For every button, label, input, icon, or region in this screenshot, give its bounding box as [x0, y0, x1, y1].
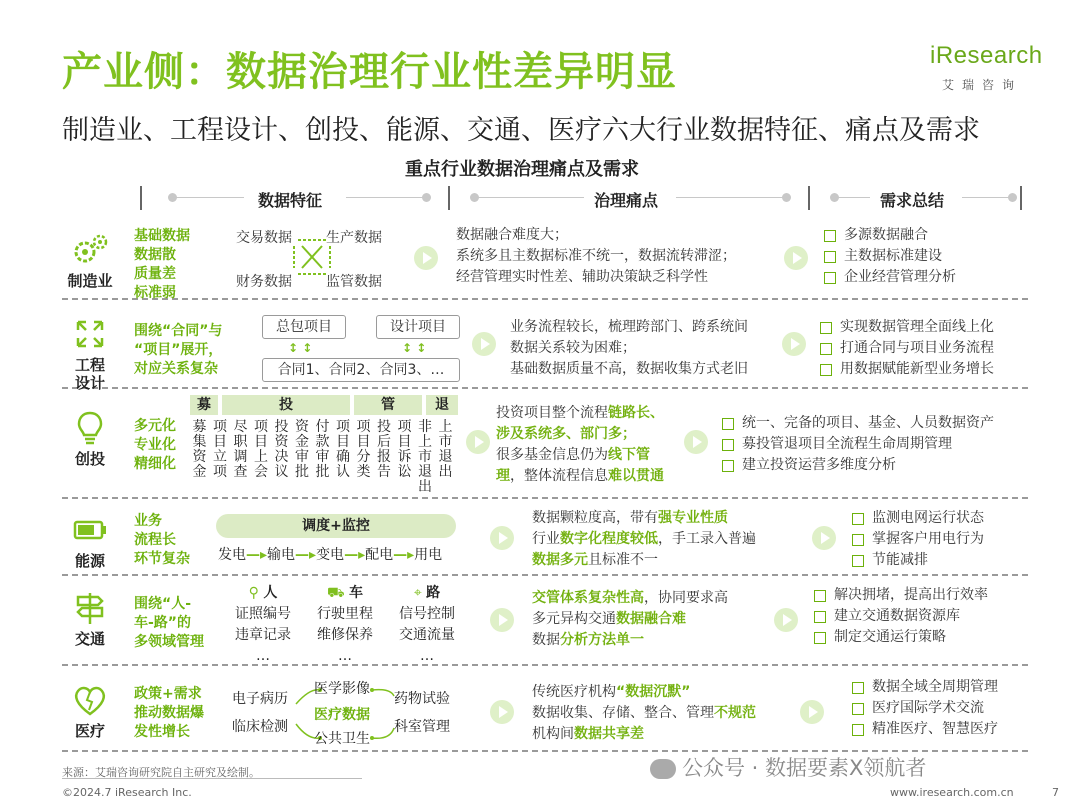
node-dept-management: 科室管理: [394, 719, 450, 735]
industry-label: 设计: [74, 374, 105, 392]
node-medical-data: 医疗数据: [314, 707, 370, 723]
medical-pains: [532, 682, 756, 745]
checkbox-icon: [852, 534, 864, 546]
checkbox-icon: [820, 343, 832, 355]
flow-arrow-icon: —▸: [344, 547, 366, 563]
need-item: [852, 550, 984, 571]
checkbox-icon: [820, 364, 832, 376]
row-arrow: [490, 608, 514, 632]
section-title: 重点行业数据治理痛点及需求: [405, 159, 639, 180]
vc-process-step: 投资决议: [274, 419, 289, 480]
expand-arrows-icon: [70, 316, 110, 352]
need-text: 打通合同与项目业务流程: [840, 340, 994, 356]
pain-line: 多元异构交通数据融合难: [532, 611, 686, 627]
updown-arrow-icon: ↕ ↕: [288, 341, 313, 355]
char-line: 对应关系复杂: [134, 361, 218, 377]
transport-characteristics: [134, 595, 204, 652]
header-dot: [782, 193, 791, 202]
char-line: 围绕“人-: [134, 596, 192, 612]
row-arrow: [490, 526, 514, 550]
header-rule: [676, 197, 786, 198]
row-arrow: [812, 526, 836, 550]
need-text: 企业经营管理分析: [844, 269, 956, 285]
industry-transport: [60, 590, 120, 648]
char-line: 环节复杂: [134, 551, 190, 567]
gears-icon: [70, 232, 110, 268]
industry-label: 交通: [74, 630, 105, 648]
checkbox-icon: [722, 439, 734, 451]
checkbox-icon: [820, 322, 832, 334]
engineering-characteristics: [134, 322, 222, 379]
need-item: [722, 455, 994, 476]
header-dot: [1008, 193, 1017, 202]
pain-line: 系统多且主数据标准不统一，数据流转滞涩；: [456, 248, 736, 264]
watermark-text: 公众号 · 数据要素X领航者: [682, 756, 927, 780]
header-rule: [172, 197, 244, 198]
need-item: [852, 529, 984, 550]
checkbox-icon: [814, 590, 826, 602]
vc-process-step: 项目确认: [336, 419, 350, 480]
pain-line: 传统医疗机构“数据沉默”: [532, 684, 691, 700]
lightbulb-icon: [70, 410, 110, 446]
source-divider: [62, 778, 362, 779]
transport-pains: [532, 588, 728, 651]
vc-process-step: 上市退出: [438, 419, 453, 480]
vc-process-step: 募集资金: [192, 419, 207, 480]
energy-characteristics: [134, 512, 190, 569]
row-arrow: [684, 430, 708, 454]
need-text: 掌握客户用电行为: [872, 531, 984, 547]
car-icon: ⛟: [326, 585, 345, 601]
row-arrow: [784, 246, 808, 270]
pain-line: 涉及系统多、部门多；: [496, 426, 636, 442]
logo-word: iResearch: [930, 42, 1043, 69]
category-vehicle: ⛟ 车 行驶里程 维修保养 …: [317, 585, 373, 664]
watermark: [650, 752, 926, 782]
vc-process-step: 项目诉讼: [397, 419, 412, 480]
dispatch-monitor-pill: 调度+监控: [216, 514, 456, 538]
battery-icon: [70, 512, 110, 548]
char-line: 精细化: [134, 456, 176, 472]
stage-invest: 投: [222, 395, 350, 415]
energy-needs: [852, 508, 984, 571]
need-item: [852, 677, 998, 698]
need-item: [824, 225, 956, 246]
need-text: 统一、完备的项目、基金、人员数据资产: [742, 415, 994, 431]
vc-pains: [496, 403, 664, 487]
row-arrow: [414, 246, 438, 270]
industry-label: 能源: [74, 552, 105, 570]
map-icon: ⌖: [413, 585, 422, 601]
need-text: 监测电网运行状态: [872, 510, 984, 526]
row-separator: [62, 387, 1028, 389]
need-item: [820, 359, 994, 380]
flow-arrow-icon: —▸: [295, 547, 317, 563]
pain-line: 行业数字化程度较低，手工录入普遍: [532, 531, 756, 547]
row-arrow: [472, 332, 496, 356]
pain-line: 数据分析方法单一: [532, 632, 644, 648]
need-text: 建立交通数据资源库: [834, 608, 960, 624]
signpost-icon: [70, 590, 110, 626]
pain-line: 基础数据质量不高，数据收集方式老旧: [510, 361, 748, 377]
industry-manufacturing: [60, 232, 120, 290]
char-line: 标准弱: [134, 285, 176, 301]
need-text: 多源数据融合: [844, 227, 928, 243]
node-public-health: 公共卫生: [314, 731, 370, 747]
pain-line: 数据融合难度大；: [456, 227, 568, 243]
checkbox-icon: [824, 251, 836, 263]
char-line: 基础数据: [134, 228, 190, 244]
need-text: 主数据标准建设: [844, 248, 942, 264]
row-arrow: [490, 700, 514, 724]
row-arrow: [800, 700, 824, 724]
checkbox-icon: [852, 703, 864, 715]
char-line: 多领域管理: [134, 634, 204, 650]
row-separator: [62, 574, 1028, 576]
node-drug-trial: 药物试验: [394, 691, 450, 707]
char-line: 推动数据爆: [134, 705, 204, 721]
pain-line: 很多基金信息仍为线下管: [496, 447, 650, 463]
page-subtitle: 制造业、工程设计、创投、能源、交通、医疗六大行业数据特征、痛点及需求: [62, 115, 980, 146]
node-clinical-test: 临床检测: [232, 719, 288, 735]
row-separator: [62, 497, 1028, 499]
pain-line: 经营管理实时性差、辅助决策缺乏科学性: [456, 269, 708, 285]
box-general-project: 总包项目: [262, 315, 346, 339]
need-text: 精准医疗、智慧医疗: [872, 721, 998, 737]
node-production-data: 生产数据: [326, 230, 382, 246]
char-line: 业务: [134, 513, 162, 529]
char-line: 发性增长: [134, 724, 190, 740]
page-number: 7: [1052, 786, 1059, 799]
checkbox-icon: [814, 611, 826, 623]
logo-cn: 艾瑞咨询: [942, 78, 1023, 92]
checkbox-icon: [852, 724, 864, 736]
pain-line: 数据关系较为困难；: [510, 340, 636, 356]
checkbox-icon: [814, 632, 826, 644]
header-rule: [474, 197, 584, 198]
need-item: [722, 434, 994, 455]
checkbox-icon: [722, 460, 734, 472]
checkbox-icon: [824, 230, 836, 242]
checkbox-icon: [824, 272, 836, 284]
category-person: ⚲ 人 证照编号 违章记录 …: [235, 585, 291, 664]
pain-line: 机构间数据共享差: [532, 726, 644, 742]
energy-flow: [218, 544, 442, 564]
industry-medical: [60, 682, 120, 740]
iresearch-logo: [930, 34, 1050, 94]
need-text: 募投管退项目全流程生命周期管理: [742, 436, 952, 452]
header-rule: [962, 197, 1012, 198]
pain-line: 数据颗粒度高，带有强专业性质: [532, 510, 728, 526]
industry-energy: [60, 512, 120, 570]
stage-raise: 募: [190, 395, 218, 415]
need-text: 节能减排: [872, 552, 928, 568]
need-item: [824, 267, 956, 288]
updown-arrow-icon: ↕ ↕: [402, 341, 427, 355]
char-line: 专业化: [134, 437, 176, 453]
flow-step: 变电: [316, 547, 345, 563]
stage-exit: 退: [426, 395, 458, 415]
header-tick: [1020, 186, 1022, 210]
char-line: 多元化: [134, 418, 176, 434]
header-tick: [448, 186, 450, 210]
manufacturing-needs: [824, 225, 956, 288]
flow-arrow-icon: —▸: [246, 547, 268, 563]
checkbox-icon: [852, 555, 864, 567]
need-item: [852, 719, 998, 740]
need-text: 数据全域全周期管理: [872, 679, 998, 695]
industry-label: 制造业: [67, 272, 113, 290]
industry-vc: [60, 410, 120, 468]
need-item: [820, 338, 994, 359]
vc-process-step: 付款审批: [315, 419, 330, 480]
flow-step: 输电: [267, 547, 296, 563]
need-text: 解决拥堵，提高出行效率: [834, 587, 988, 603]
cross-arrows-icon: [290, 236, 334, 278]
need-item: [852, 698, 998, 719]
person-icon: ⚲: [248, 585, 259, 601]
char-line: 围绕“合同”与: [134, 323, 223, 339]
node-imaging: 医学影像: [314, 681, 370, 697]
need-text: 实现数据管理全面线上化: [840, 319, 994, 335]
char-line: 数据散: [134, 247, 176, 263]
vc-process-step: 项目上会: [254, 419, 268, 480]
need-item: [852, 508, 984, 529]
pain-line: 投资项目整个流程链路长、: [496, 405, 664, 421]
flow-step: 发电: [218, 547, 246, 563]
node-regulatory-data: 监管数据: [326, 274, 382, 290]
engineering-needs: [820, 317, 994, 380]
pain-line: 业务流程较长，梳理跨部门、跨系统间: [510, 319, 748, 335]
source-note: 来源：艾瑞咨询研究院自主研究及绘制。: [62, 766, 260, 779]
char-line: 车-路”的: [134, 615, 192, 631]
vc-process-step: 项目立项: [213, 419, 227, 480]
vc-process-step: 项目分类: [356, 419, 371, 480]
node-emr: 电子病历: [232, 691, 288, 707]
need-item: [824, 246, 956, 267]
row-arrow: [466, 430, 490, 454]
col-header-needs: 需求总结: [880, 191, 945, 210]
engineering-pains: [510, 317, 748, 380]
pain-line: 数据收集、存储、整合、管理不规范: [532, 705, 756, 721]
industry-label: 创投: [74, 450, 105, 468]
site-url: www.iresearch.com.cn: [890, 786, 1014, 799]
char-line: 流程长: [134, 532, 176, 548]
vc-process-step: 投后报告: [377, 419, 391, 480]
need-item: [820, 317, 994, 338]
flow-step: 用电: [414, 547, 443, 563]
char-line: “项目”展开，: [134, 342, 223, 358]
row-separator: [62, 298, 1028, 300]
industry-label: 医疗: [74, 722, 105, 740]
copyright: ©2024.7 iResearch Inc.: [62, 786, 192, 799]
need-text: 医疗国际学术交流: [872, 700, 984, 716]
header-tick: [808, 186, 810, 210]
char-line: 质量差: [134, 266, 176, 282]
flow-arrow-icon: —▸: [393, 547, 415, 563]
header-tick: [140, 186, 142, 210]
category-road: ⌖ 路 信号控制 交通流量 …: [399, 585, 455, 664]
vc-needs: [722, 413, 994, 476]
vc-process-step: 尽职调查: [233, 419, 248, 480]
box-design-project: 设计项目: [376, 315, 460, 339]
industry-engineering: [60, 316, 120, 392]
pain-line: 交管体系复杂性高，协同要求高: [532, 590, 728, 606]
row-separator: [62, 664, 1028, 666]
char-line: 政策+需求: [134, 686, 202, 702]
vc-process-step: 资金审批: [295, 419, 309, 480]
header-dot: [422, 193, 431, 202]
pain-line: 数据多元且标准不一: [532, 552, 658, 568]
manufacturing-characteristics: [134, 227, 190, 303]
vc-characteristics: [134, 417, 176, 474]
box-contracts: 合同1、合同2、合同3、…: [262, 358, 460, 382]
header-rule: [834, 197, 870, 198]
need-text: 制定交通运行策略: [834, 629, 946, 645]
need-text: 用数据赋能新型业务增长: [840, 361, 994, 377]
checkbox-icon: [852, 513, 864, 525]
medical-needs: [852, 677, 998, 740]
flow-step: 配电: [365, 547, 394, 563]
col-header-features: 数据特征: [258, 191, 323, 210]
transport-needs: [814, 585, 988, 648]
manufacturing-pains: [456, 225, 736, 288]
medical-characteristics: [134, 685, 204, 742]
need-text: 建立投资运营多维度分析: [742, 457, 896, 473]
stage-manage: 管: [354, 395, 422, 415]
col-header-pains: 治理痛点: [594, 191, 659, 210]
need-item: [814, 585, 988, 606]
vc-process-step: 非上市退出: [418, 419, 432, 495]
industry-label: 工程: [74, 356, 105, 374]
energy-pains: [532, 508, 756, 571]
need-item: [722, 413, 994, 434]
node-trade-data: 交易数据: [236, 230, 292, 246]
heart-icon: [70, 682, 110, 718]
need-item: [814, 606, 988, 627]
pain-line: 理，整体流程信息难以贯通: [496, 468, 664, 484]
wechat-icon: [650, 759, 676, 779]
node-finance-data: 财务数据: [236, 274, 292, 290]
row-arrow: [774, 608, 798, 632]
checkbox-icon: [852, 682, 864, 694]
header-rule: [346, 197, 426, 198]
page-title: 产业侧：数据治理行业性差异明显: [62, 49, 677, 95]
checkbox-icon: [722, 418, 734, 430]
row-arrow: [782, 332, 806, 356]
need-item: [814, 627, 988, 648]
